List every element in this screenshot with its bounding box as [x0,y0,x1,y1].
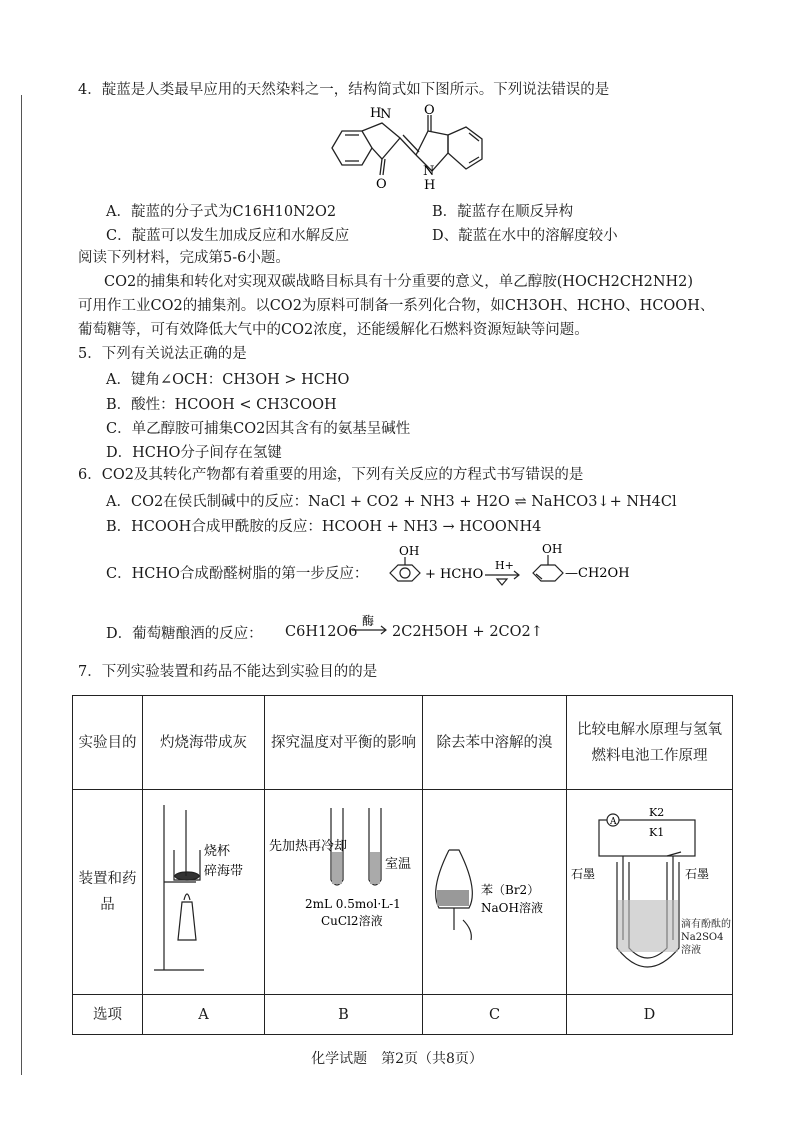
q6-option-d: D．葡萄糖酿酒的反应： [106,626,263,642]
test-tubes-icon [265,790,423,985]
q5-option-a: A．键角∠OCH：CH3OH > HCHO [106,372,350,388]
cucl2-label: CuCl2溶液 [321,914,383,928]
experiment-table [72,695,733,1035]
naoh-label: NaOH溶液 [481,901,543,915]
ch2oh-label: —CH2OH [565,566,630,581]
separatory-funnel-icon [423,790,567,985]
q4-option-c: C．靛蓝可以发生加成反应和水解反应 [106,228,350,244]
product-oh-label: OH [542,543,563,556]
choice-header: 选项 [73,995,143,1035]
q5-stem: 5．下列有关说法正确的是 [78,346,247,362]
q5-option-b: B．酸性：HCOOH < CH3COOH [106,397,337,413]
q4-option-b: B．靛蓝存在顺反异构 [432,204,574,220]
heat-label: 先加热再冷却 [269,839,348,854]
seaweed-label: 碎海带 [203,864,243,879]
graphite-right-label: 石墨 [685,867,710,881]
k2-label: K2 [649,806,665,819]
reading-line-3: 葡萄糖等，可有效降低大气中的CO2浓度，还能缓解化石燃料资源短缺等问题。 [78,322,589,338]
reading-intro: 阅读下列材料，完成第5-6小题。 [78,250,290,266]
apparatus-d [567,790,733,995]
q6-option-a: A．CO2在侯氏制碱中的反应：NaCl + CO2 + NH3 + H2O ⇌ NaHCO3↓+ NH4Cl [106,494,677,510]
purpose-header: 实验目的 [73,696,143,790]
purpose-d: 比较电解水原理与氢氧燃料电池工作原理 [567,696,733,790]
phenol-oh-label: OH [399,544,420,558]
ethanol-products: 2C2H5OH + 2CO2↑ [392,624,543,640]
table-row-purpose [73,696,733,790]
choice-b: B [265,995,423,1035]
table-row-choices [73,995,733,1035]
q4-stem: 4．靛蓝是人类最早应用的天然染料之一，结构简式如下图所示。下列说法错误的是 [78,82,610,98]
reading-line-2: 可用作工业CO2的捕集剂。以CO2为原料可制备一系列化合物，如CH3OH、HCHO、HCOOH、 [78,298,715,314]
graphite-left-label: 石墨 [571,867,596,881]
apparatus-a [143,790,265,995]
q4-option-a: A．靛蓝的分子式为C16H10N2O2 [106,204,337,220]
hcho-reagent: + HCHO [425,567,484,582]
phenol-reaction [385,543,645,593]
reading-line-1: CO2的捕集和转化对实现双碳战略目标具有十分重要的意义，单乙醇胺(HOCH2CH2NH2) [104,274,694,290]
table-row-apparatus [73,790,733,995]
beaker-label: 烧杯 [203,844,230,859]
q5-option-d: D．HCHO分子间存在氢键 [106,445,282,461]
solution-conc-label: 2mL 0.5mol·L-1 [305,897,401,911]
heat-then-cool-label [269,838,347,854]
indigo-structure [320,103,490,193]
page-footer: 化学试题 第2页（共8页） [311,1051,483,1067]
q6-option-b: B．HCOOH合成甲酰胺的反应：HCOOH + NH3 → HCOONH4 [106,519,542,535]
u-tube-electrolysis-icon [567,790,733,985]
o-right-label: O [424,103,435,118]
q7-stem: 7．下列实验装置和药品不能达到实验目的的是 [78,664,378,680]
margin-line [21,95,22,1075]
enzyme-arrow [350,612,390,638]
purpose-b: 探究温度对平衡的影响 [265,696,423,790]
ammeter-label: A [610,817,617,827]
na2so4-label: 滴有酚酞的Na2SO4溶液 [681,919,731,956]
room-temp-label: 室温 [385,857,412,872]
purpose-c: 除去苯中溶解的溴 [423,696,567,790]
burner-setup-icon [144,790,264,985]
q6-option-c: C．HCHO合成酚醛树脂的第一步反应： [106,566,369,582]
q4-option-d: D、靛蓝在水中的溶解度较小 [432,228,618,244]
o-left-label: O [376,177,387,192]
h-top-label: H [370,106,382,121]
choice-d: D [567,995,733,1035]
n-bottom-label: N [423,164,435,179]
apparatus-b [265,790,423,995]
purpose-a: 灼烧海带成灰 [143,696,265,790]
acid-catalyst: H+ [495,559,514,572]
apparatus-c [423,790,567,995]
k1-label: K1 [649,826,665,839]
benzene-label: 苯（Br2） [481,883,540,897]
h-bottom-label: H [424,178,436,193]
choice-c: C [423,995,567,1035]
n-top-label: N [380,107,392,122]
glucose-formula: C6H12O6 [285,624,358,640]
enzyme-label: 酶 [362,614,375,628]
q6-stem: 6．CO2及其转化产物都有着重要的用途，下列有关反应的方程式书写错误的是 [78,467,584,483]
q5-option-c: C．单乙醇胺可捕集CO2因其含有的氨基呈碱性 [106,421,411,437]
apparatus-header: 装置和药品 [73,790,143,995]
choice-a: A [143,995,265,1035]
